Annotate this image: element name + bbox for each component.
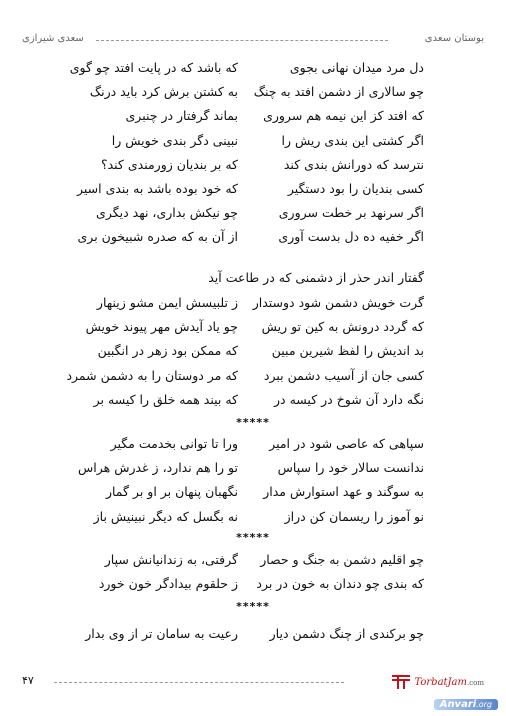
verse-second-hemistich: به کشتن برش کرد باید درنگ — [89, 84, 238, 100]
verse-second-hemistich: ورا تا توانی بخدمت مگیر — [110, 436, 238, 451]
page-number: ۴۷ — [22, 674, 34, 687]
header-author: سعدی شیرازی — [22, 33, 84, 44]
page-header — [22, 33, 484, 47]
verse-second-hemistich: نبینی دگر بندی خویش را — [111, 132, 238, 148]
verse-first-hemistich: دل مرد میدان نهانی بجوی — [289, 60, 424, 75]
verse-second-hemistich: چو نیکش بداری، نهد دیگری — [96, 205, 238, 221]
verse-line — [0, 460, 506, 484]
verse-line — [0, 319, 506, 343]
verse-first-hemistich: چو اقلیم دشمن به جنگ و حصار — [260, 552, 424, 567]
verse-first-hemistich: که افتد کز این نیمه هم سروری — [263, 108, 424, 124]
verse-first-hemistich: چو برکندی از چنگ دشمن دیار — [269, 626, 424, 641]
verse-second-hemistich: گرفتی، به زندانیانش سپار — [104, 552, 238, 567]
verse-first-hemistich: نو آموز را ریسمان کن دراز — [284, 508, 424, 524]
stanza-3 — [0, 436, 506, 533]
torbatjam-logo — [392, 672, 484, 692]
separator-1: ***** — [236, 416, 270, 429]
verse-line — [0, 484, 506, 508]
verse-line — [0, 60, 506, 84]
verse-first-hemistich: نترسد که دورانش بندی کند — [283, 156, 424, 172]
verse-second-hemistich: که خود بوده باشد به بندی اسیر — [76, 180, 238, 196]
verse-second-hemistich: از آن به که صدره شبیخون بری — [77, 229, 238, 245]
verse-first-hemistich: اگر خفیه ده دل بدست آوری — [278, 229, 424, 245]
verse-second-hemistich: ز تلبیسش ایمن مشو زینهار — [96, 295, 238, 310]
verse-line — [0, 552, 506, 576]
verse-line — [0, 295, 506, 319]
verse-first-hemistich: نگه دارد آن شوخ در کیسه در — [274, 391, 424, 407]
verse-first-hemistich: کسی بندیان را بود دستگیر — [287, 180, 424, 196]
verse-second-hemistich: بماند گرفتار در چنبری — [125, 108, 238, 124]
verse-second-hemistich: که بر بندیان زورمندی کند؟ — [100, 156, 238, 172]
verse-line — [0, 108, 506, 132]
verse-second-hemistich: که مر دوستان را به دشمن شمرد — [66, 367, 238, 383]
verse-line — [0, 509, 506, 533]
separator-3: ***** — [236, 600, 270, 613]
verse-line — [0, 368, 506, 392]
verse-first-hemistich: که گردد درونش به کین تو ریش — [261, 319, 424, 335]
verse-line — [0, 436, 506, 460]
stanza-1 — [0, 60, 506, 254]
verse-line — [0, 576, 506, 600]
verse-line — [0, 229, 506, 253]
verse-first-hemistich: سپاهی که عاصی شود در امیر — [269, 436, 424, 451]
verse-line — [0, 205, 506, 229]
verse-first-hemistich: بد اندیش را لفظ شیرین مبین — [271, 343, 424, 359]
verse-line — [0, 343, 506, 367]
logo-text: TorbatJam.com — [414, 676, 484, 688]
verse-second-hemistich: که بیند همه خلق را کیسه بر — [93, 391, 238, 407]
page-footer — [22, 672, 484, 692]
verse-first-hemistich: کسی جان از آسیب دشمن ببرد — [263, 367, 424, 383]
stanza-2 — [0, 295, 506, 416]
verse-line — [0, 626, 506, 650]
verse-first-hemistich: اگر کشتی این بندی ریش را — [281, 132, 424, 148]
verse-first-hemistich: به سوگند و عهد استوارش مدار — [263, 484, 424, 500]
verse-line — [0, 157, 506, 181]
verse-second-hemistich: تو را هم ندارد، ز غدرش هراس — [78, 460, 238, 476]
verse-second-hemistich: نه بگسل که دیگر نبینیش باز — [93, 508, 238, 524]
section-heading: گفتار اندر حذر از دشمنی که در طاعت آید — [208, 270, 424, 285]
verse-line — [0, 84, 506, 108]
verse-line — [0, 392, 506, 416]
verse-second-hemistich: که باشد که در پایت افتد چو گوی — [69, 60, 238, 75]
header-book-title: بوستان سعدی — [424, 33, 484, 44]
anvari-watermark: Anvari.org — [434, 699, 498, 710]
stanza-4 — [0, 552, 506, 600]
verse-second-hemistich: که ممکن بود زهر در انگبین — [97, 343, 238, 359]
verse-first-hemistich: که بندی چو دندان به خون در برد — [256, 576, 424, 592]
verse-first-hemistich: ندانست سالار خود را سپاس — [277, 460, 424, 476]
separator-2: ***** — [236, 531, 270, 544]
verse-line — [0, 133, 506, 157]
stanza-5 — [0, 626, 506, 650]
verse-second-hemistich: ز حلقوم بیدادگر خون خورد — [98, 576, 238, 592]
verse-first-hemistich: گرت خویش دشمن شود دوستدار — [252, 295, 424, 310]
footer-divider — [54, 682, 344, 683]
torbatjam-logo-icon — [392, 673, 410, 691]
verse-second-hemistich: رعیت به سامان تر از وی بدار — [85, 626, 238, 641]
verse-first-hemistich: اگر سرنهد بر خطت سروری — [278, 205, 424, 221]
verse-second-hemistich: چو یاد آیدش مهر پیوند خویش — [85, 319, 238, 335]
header-divider — [96, 40, 388, 41]
verse-first-hemistich: چو سالاری از دشمن افتد به چنگ — [253, 84, 424, 100]
verse-line — [0, 181, 506, 205]
verse-second-hemistich: نگهبان پنهان بر او بر گمار — [105, 484, 238, 500]
